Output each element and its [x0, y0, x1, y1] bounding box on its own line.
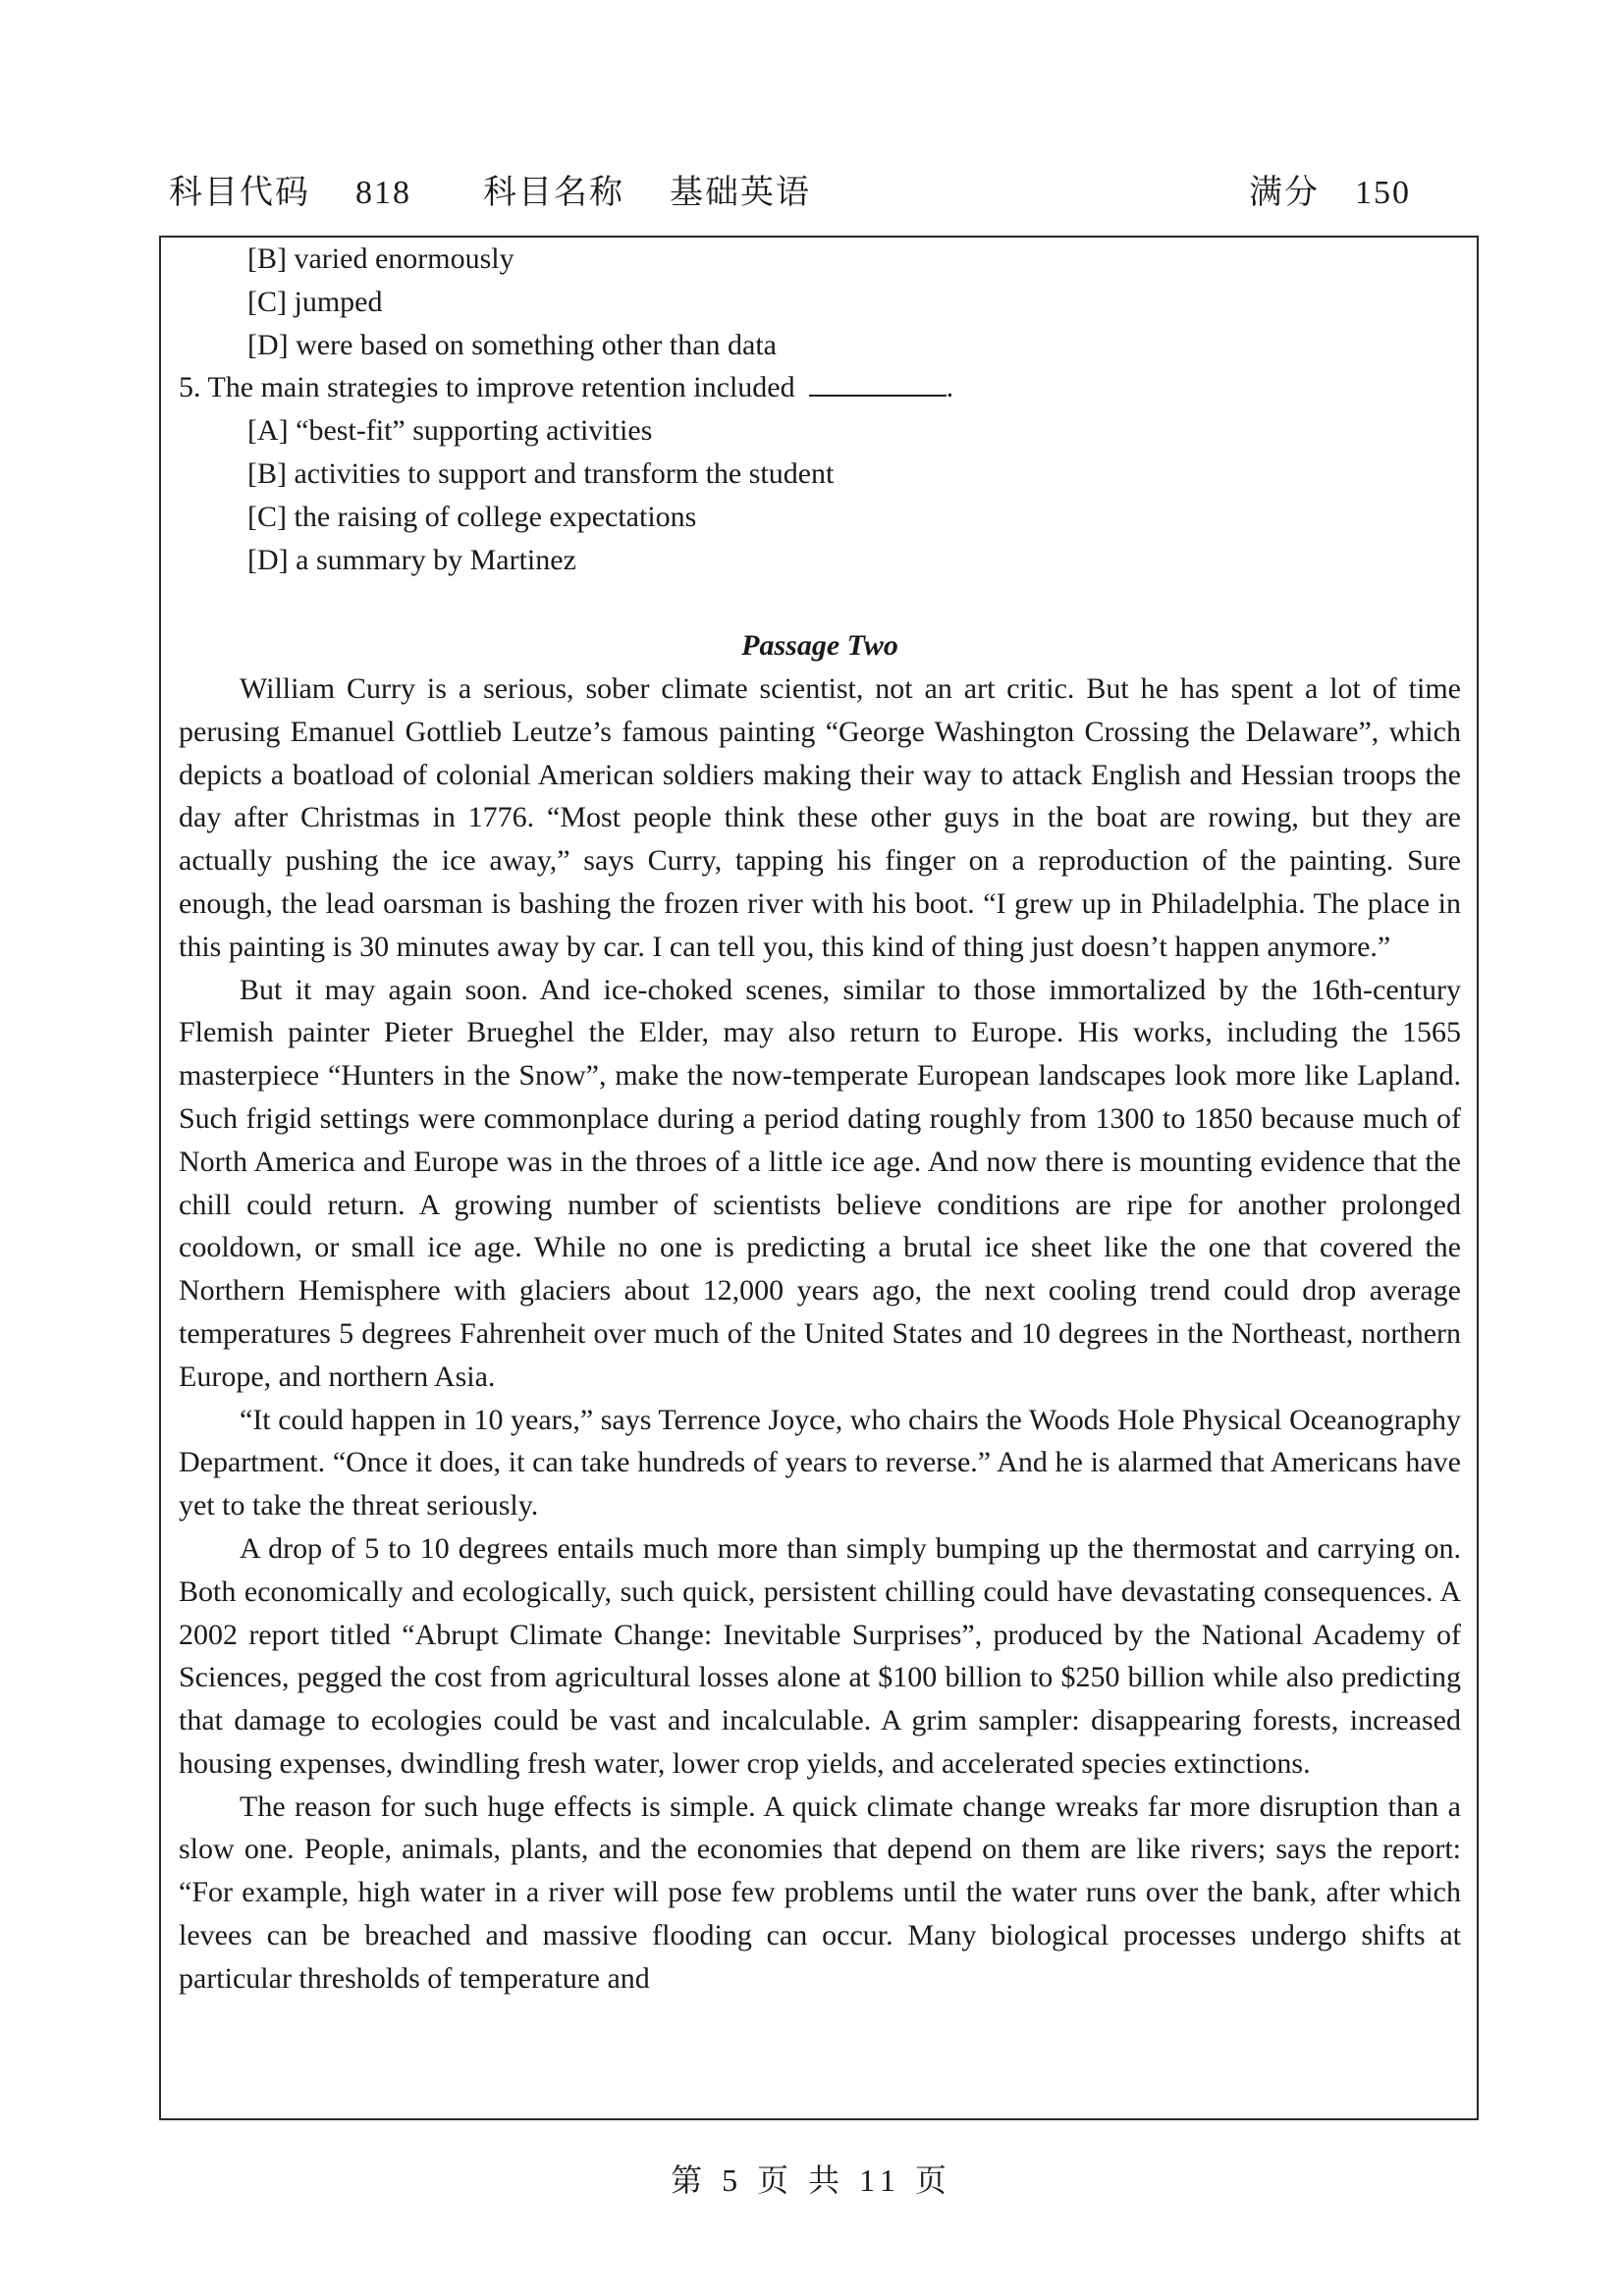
question-5-end: . — [946, 371, 954, 404]
subject-name: 基础英语 — [670, 175, 811, 211]
question-5-text: 5. The main strategies to improve retention included — [179, 371, 795, 404]
q4-option-b: [B] varied enormously — [247, 242, 514, 275]
passage-paragraph-5: The reason for such huge effects is simple. A quick climate change wreaks far more disruption than a slow one. People, animals, plants, and the economies that depend on them are like rivers; says the report: “For example, high water in a river will pose few problems until the water runs over the bank, after which levees can be breached and massive flooding can occur. Many biological processes undergo shifts at particular thresholds of temperature and — [179, 1789, 1461, 1995]
passage-paragraph-3: “It could happen in 10 years,” says Terrence Joyce, who chairs the Woods Hole Physical Oceanography Department. “Once it does, it can take hundreds of years to reverse.” And he is alarmed that Americans have yet to take the threat seriously. — [179, 1403, 1461, 1522]
passage-paragraph-4: A drop of 5 to 10 degrees entails much more than simply bumping up the thermostat and carrying on. Both economically and ecologically, such quick, persistent chilling could have devastating consequences. A 2002 report titled “Abrupt Climate Change: Inevitable Surprises”, produced by the National Academy of Sciences, pegged the cost from agricultural losses alone at $100 billion to $250 billion while also predicting that damage to ecologies could be vast and incalculable. A grim sampler: disappearing forests, increased housing expenses, dwindling fresh water, lower crop yields, and accelerated species extinctions. — [179, 1531, 1461, 1780]
exam-content — [179, 238, 1461, 2001]
exam-content-box — [159, 236, 1479, 2120]
page-header — [169, 169, 1416, 218]
question-5-stem — [179, 366, 1461, 409]
passage-paragraph-2: But it may again soon. And ice-choked scenes, similar to those immortalized by the 16th-century Flemish painter Pieter Brueghel the Elder, may also return to Europe. His works, including the 1565 masterpiece “Hunters in the Snow”, make the now-temperate European landscapes look more like Lapland. Such frigid settings were commonplace during a period dating roughly from 1300 to 1850 because much of North America and Europe was in the throes of a little ice age. And now there is mounting evidence that the chill could return. A growing number of scientists believe conditions are ripe for another prolonged cooldown, or small ice age. While no one is predicting a brutal ice sheet like the one that covered the Northern Hemisphere with glaciers about 12,000 years ago, the next cooling trend could drop average temperatures 5 degrees Fahrenheit over much of the United States and 10 degrees in the Northeast, northern Europe, and northern Asia. — [179, 973, 1461, 1393]
subject-code: 818 — [355, 175, 411, 211]
passage-title: Passage Two — [741, 629, 898, 663]
full-score-label: 满分 — [1249, 175, 1320, 211]
q5-option-a: [A] “best-fit” supporting activities — [247, 414, 653, 448]
q4-option-d: [D] were based on something other than data — [247, 328, 777, 361]
subject-name-label: 科目名称 — [483, 175, 624, 211]
subject-code-label: 科目代码 — [169, 175, 310, 211]
q5-option-c: [C] the raising of college expectations — [247, 500, 697, 533]
full-score: 150 — [1355, 175, 1411, 211]
answer-blank — [809, 369, 947, 397]
passage-paragraph-1: William Curry is a serious, sober climate scientist, not an art critic. But he has spent a lot of time perusing Emanuel Gottlieb Leutze’s famous painting “George Washington Crossing the Delaware”, which depicts a boatload of colonial American soldiers making their way to attack English and Hessian troops the day after Christmas in 1776. “Most people think these other guys in the boat are rowing, but they are actually pushing the ice away,” says Curry, tapping his finger on a reproduction of the painting. Sure enough, the lead oarsman is bashing the frozen river with his boot. “I grew up in Philadelphia. The place in this painting is 30 minutes away by car. I can tell you, this kind of thing just doesn’t happen anymore.” — [179, 671, 1461, 963]
q5-option-b: [B] activities to support and transform the student — [247, 456, 835, 490]
page-number-footer: 第 5 页 共 11 页 — [671, 2163, 952, 2198]
q4-option-c: [C] jumped — [247, 285, 383, 318]
q5-option-d: [D] a summary by Martinez — [247, 543, 576, 576]
section-spacer — [179, 581, 1461, 624]
